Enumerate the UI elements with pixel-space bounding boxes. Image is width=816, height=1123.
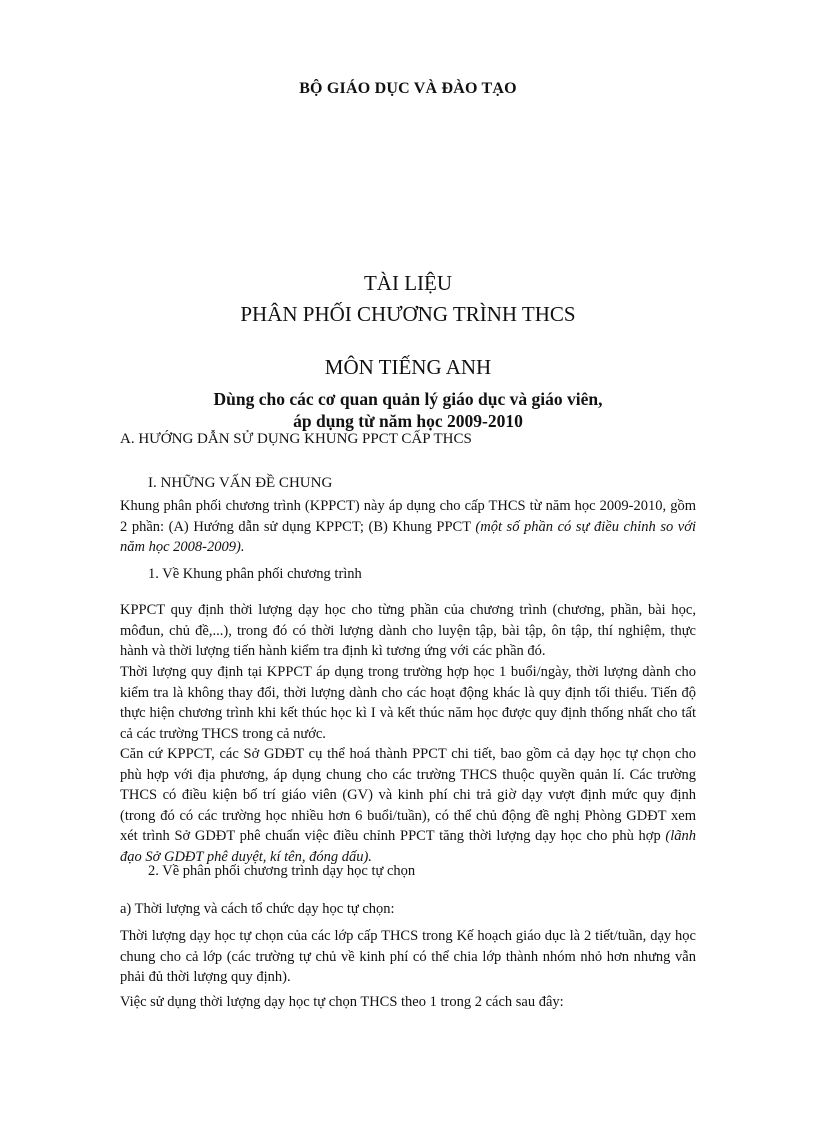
subject-name: MÔN TIẾNG ANH (324, 355, 492, 379)
subsection-2-heading: 2. Về phân phối chương trình dạy học tự chọn (148, 863, 416, 879)
intro-text: Khung phân phối chương trình (KPPCT) này áp dụng cho cấp THCS từ năm học 2009-2010, gồm 2 phần: (A) Hướng dẫn sử dụng KPPCT; (B) Khung PPCT (120, 498, 696, 535)
section-i-heading: I. NHỮNG VẤN ĐỀ CHUNG (148, 475, 333, 491)
title-line-2: PHÂN PHỐI CHƯƠNG TRÌNH THCS (240, 302, 576, 326)
section-a-heading: A. HƯỚNG DẪN SỬ DỤNG KHUNG PPCT CẤP THCS (120, 431, 472, 447)
paragraph-3 (120, 744, 696, 867)
paragraph-4: Thời lượng dạy học tự chọn của các lớp cấp THCS trong Kế hoạch giáo dục là 2 tiết/tuần, dạy học chung cho cả lớp (các trường tự chủ về kinh phí có thể chia lớp thành nhóm nhỏ hơn nhưng vẫn phải đủ thời lượng quy định). (120, 928, 696, 985)
intro-paragraph (120, 496, 696, 558)
subsection-1-heading: 1. Về Khung phân phối chương trình (148, 566, 362, 582)
subtitle-line-2: áp dụng từ năm học 2009-2010 (293, 411, 523, 431)
paragraph-3-italic-note: (lãnh đạo Sở GDĐT phê duyệt, kí tên, đóng dấu). (120, 828, 696, 865)
subtitle-line-1: Dùng cho các cơ quan quản lý giáo dục và giáo viên, (213, 389, 603, 409)
paragraph-3-text: Căn cứ KPPCT, các Sở GDĐT cụ thể hoá thành PPCT chi tiết, bao gồm cả dạy học tự chọn cho phù hợp với địa phương, áp dụng chung cho các trường THCS thuộc quyền quản lí. Các trường THCS có điều kiện bố trí giáo viên (GV) và kinh phí chi trả giờ dạy vượt định mức quy định (trong đó có các trường học nhiều hơn 6 buổi/tuần), có thể chủ động đề nghị Phòng GDĐT xem xét trình Sở GDĐT phê chuẩn việc điều chỉnh PPCT tăng thời lượng dạy học cho phù hợp (120, 746, 696, 844)
subsection-2a-heading: a) Thời lượng và cách tổ chức dạy học tự chọn: (120, 901, 395, 917)
subject-subtitle (0, 388, 816, 432)
intro-italic-note: (một số phần có sự điều chỉnh so với năm học 2008-2009). (120, 518, 696, 555)
ministry-header: BỘ GIÁO DỤC VÀ ĐÀO TẠO (299, 80, 517, 97)
paragraph-5: Việc sử dụng thời lượng dạy học tự chọn THCS theo 1 trong 2 cách sau đây: (120, 994, 564, 1010)
title-line-1: TÀI LIỆU (363, 271, 453, 295)
paragraph-2: Thời lượng quy định tại KPPCT áp dụng trong trường hợp học 1 buổi/ngày, thời lượng dành cho kiểm tra là không thay đổi, thời lượng dành cho các hoạt động khác là quy định tối thiểu. Tiến độ thực hiện chương trình khi kết thúc học kì I và kết thúc năm học được quy định thống nhất cho tất cả các trường THCS trong cả nước. (120, 664, 696, 742)
paragraph-1: KPPCT quy định thời lượng dạy học cho từng phần của chương trình (chương, phần, bài học, môđun, chủ đề,...), trong đó có thời lượng dành cho luyện tập, bài tập, ôn tập, thí nghiệm, thực hành và thời lượng tiến hành kiểm tra định kì tương ứng với các phần đó. (120, 602, 696, 659)
document-title (0, 268, 816, 330)
